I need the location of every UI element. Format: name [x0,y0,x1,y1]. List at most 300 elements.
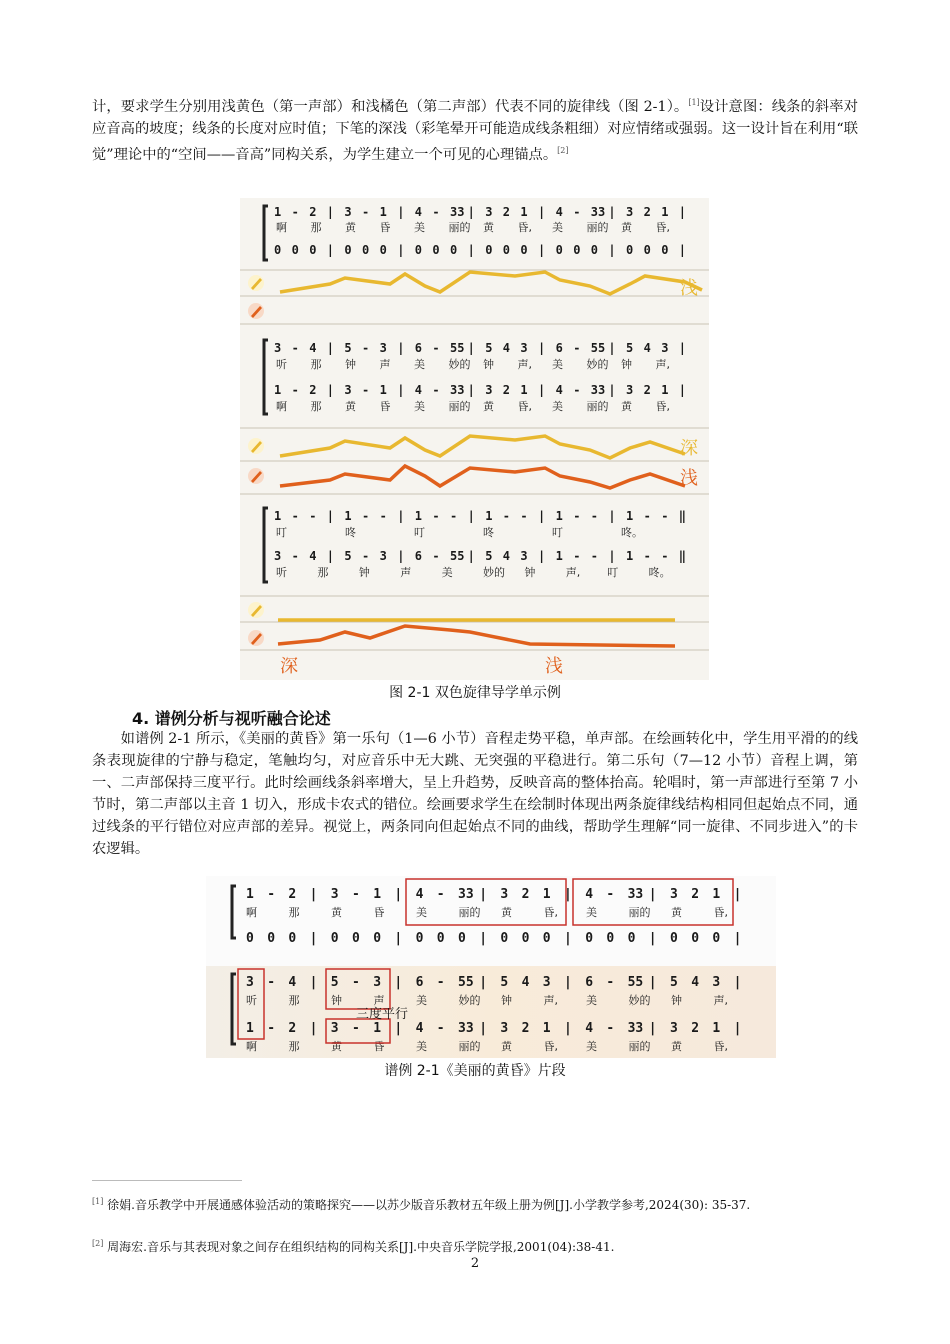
f1-s2-top-lyric-6: 钟 [483,358,494,371]
f1-s3-bot-note-2: 4 [309,549,317,563]
f2-s1-rest-19: | [648,931,657,946]
f2-s1-note-3: | [309,887,318,902]
f1-s3-top-note-1: - [291,509,299,523]
footnote-1-text: 徐娟.音乐教学中开展通感体验活动的策略探究——以苏少版音乐教材五年级上册为例[J].小学教学参考,2024(30): 35-37. [107,1198,751,1212]
f1-s1-lyric-1: 那 [310,221,322,234]
f2-s1-lyric-5: 丽的 [458,906,481,919]
section-body: 如谱例 2-1 所示，《美丽的黄昏》第一乐句（1—6 小节）音程走势平稳，单声部。在绘画转化中，学生用平滑的的线条表现旋律的宁静与稳定，笔触均匀，对应音乐中无大跳、无突强的平稳进行。第二乐句（7—12 小节）音程上调，第一、二声部保持三度平行。此时绘画线条斜率增大，呈上升趋势，反映音高的整体抬高。轮唱时，第一声部进行至第 7 小节时，第二声部以主音 1 切入，形成卡农式的错位。绘画要求学生在绘制时体现出两条旋律线结构相同但起始点不同，通过线条的平行错位对应声部的差异。视觉上，两条同向但起始点不同的曲线，帮助学生理解“同一旋律、不同步进入”的卡农逻辑。 [92,731,858,857]
f2-s2-bot-note-12: 3 [500,1021,509,1036]
f1-s2-bot-note-19: | [608,383,616,397]
f2-s2-top-note-5: - [352,975,360,990]
f2-s1-note-2: 2 [288,887,297,902]
f1-s3-top-note-20: 1 [626,509,634,523]
f1-s3-bot-lyric-4: 美 [441,566,453,579]
f2-s2-top-lyric-11: 声, [713,994,728,1007]
f2-s2-bot-lyric-2: 黄 [331,1040,342,1053]
f2-s2-top-lyric-6: 钟 [501,994,512,1007]
f2-s1-rest-20: 0 [670,931,678,946]
f2-s2-top-note-2: 4 [288,975,297,990]
f1-s2-top-lyric-7: 声, [517,358,532,371]
f1-s1-rest-10: 0 [450,243,458,257]
f1-s1-note-14: 1 [520,205,528,219]
f1-s2-bot-note-2: 2 [309,383,317,397]
f2-s1-note-1: - [267,887,276,902]
f1-s1-note-22: 1 [661,205,669,219]
f1-s3-top-lyric-2: 叮 [414,526,425,539]
footnote-1-mark: [1] [92,1197,104,1206]
f2-s2-top-lyric-7: 声, [543,994,558,1007]
f2-s1-lyric-8: 美 [586,906,597,919]
f1-s3-top-note-4: 1 [344,509,352,523]
f2-s2-top-lyric-0: 听 [246,994,257,1007]
f1-s2-top-lyric-9: 妙的 [586,358,609,371]
f1-s3-top-note-22: - [661,509,669,523]
f2-s2-top-lyric-10: 钟 [671,994,682,1007]
f1-s3-bot-lyric-8: 叮 [607,566,619,579]
f1-s2-bot-lyric-3: 昏 [379,400,391,413]
f1-s1-rest-8: 0 [414,243,423,257]
f2-s2-top-lyric-8: 美 [586,994,597,1007]
f1-s2-bot-note-10: 33 [450,383,465,397]
f1-s2-top-lyric-0: 听 [276,358,287,371]
f1-s1-note-18: 33 [590,205,606,219]
f1-s2-bot-lyric-8: 美 [552,400,563,413]
f1-s1-rest-5: 0 [362,243,370,257]
f2-s1-lyric-11: 昏, [713,906,728,919]
f1-s2-top-lyric-11: 声, [655,358,670,371]
f2-s2-top-note-1: - [267,975,276,990]
label-light-3: 浅 [545,656,563,677]
f1-s1-note-19: | [608,205,616,219]
f2-s1-rest-16: 0 [585,931,594,946]
ref-1[interactable]: [1] [688,98,700,107]
f1-s1-lyric-8: 美 [552,221,563,234]
f1-s3-bot-lyric-5: 妙的 [483,566,505,579]
orange-pencil-icon-2 [248,468,264,484]
f1-s1-rest-12: 0 [485,243,493,257]
f1-s2-top-note-22: 3 [661,341,669,355]
f1-s2-top-note-11: | [467,341,475,355]
f2-s1-rest-8: 0 [415,931,424,946]
f1-s3-top-note-13: - [502,509,511,523]
f2-s1-rest-21: 0 [691,931,700,946]
f2-s1-lyric-7: 昏, [543,906,558,919]
f2-s1-note-20: 3 [670,887,678,902]
f2-s2-top-note-10: 55 [458,975,474,990]
f2-s1-note-12: 3 [500,887,509,902]
f2-s2-top-note-14: 3 [542,975,551,990]
f1-s1-note-2: 2 [309,205,317,219]
f1-s3-top-note-16: 1 [555,509,563,523]
f1-s1-rest-1: 0 [291,243,299,257]
f1-s2-top-note-7: | [397,341,405,355]
f2-s2-bot-lyric-0: 啊 [246,1040,257,1053]
f2-s2-top-note-11: | [479,975,488,990]
f1-s2-bot-note-11: | [467,383,475,397]
ref-2[interactable]: [2] [557,145,569,155]
score-example-graphic [206,876,776,1058]
f2-s2-top-note-23: | [733,975,742,990]
f1-s3-bot-note-19: | [608,549,616,563]
f2-s2-bot-note-11: | [479,1021,488,1036]
f1-s2-bot-lyric-6: 黄 [483,400,494,413]
label-light-2: 浅 [680,468,698,489]
f1-s2-bot-note-16: 4 [555,383,563,397]
f1-s3-top-note-18: - [590,509,599,523]
f2-s2-top-note-3: | [309,975,318,990]
f1-s3-bot-note-10: 55 [450,549,465,563]
f1-s1-rest-15: | [538,243,546,257]
f2-s2-top-lyric-9: 妙的 [628,994,651,1007]
f2-s2-bot-note-8: 4 [415,1021,424,1036]
f1-s3-top-note-6: - [379,509,387,523]
f1-s2-top-note-15: | [538,341,546,355]
f2-s2-top-lyric-4: 美 [416,994,427,1007]
f1-s2-top-note-21: 4 [643,341,651,355]
f1-s3-top-note-10: - [450,509,458,523]
f1-s3-bot-note-12: 5 [485,549,493,563]
f2-s1-rest-22: 0 [712,931,721,946]
f1-s3-top-note-7: | [397,509,405,523]
f2-s1-rest-17: 0 [606,931,615,946]
f1-s1-rest-4: 0 [344,243,352,257]
f2-s2-bot-lyric-3: 昏 [373,1040,385,1053]
f1-s2-top-note-23: | [678,341,687,355]
f1-s2-top-note-2: 4 [309,341,317,355]
f2-s2-bot-note-3: | [309,1021,318,1036]
intro-text-b: 设计意图：线条的斜率对应音高的坡度；线条的长度对应时值；下笔的深浅（彩笔晕开可能造成线条粗细）对应情绪或强弱。这一设计旨在利用“联觉”理论中的“空间——音高”同构关系，为学生建立一个可见的心理锚点。 [92,98,858,163]
f1-s1-rest-9: 0 [432,243,440,257]
f1-s2-bot-note-18: 33 [590,383,606,397]
f1-s1-lyric-9: 丽的 [586,221,609,234]
section-heading: 4. 谱例分析与视听融合论述 [132,709,331,728]
f1-s2-bot-note-12: 3 [485,383,493,397]
f1-s1-lyric-4: 美 [414,221,425,234]
f1-s1-lyric-0: 啊 [276,221,287,234]
yellow-pencil-icon-2 [248,438,264,454]
f1-s2-bot-lyric-11: 昏, [655,400,670,413]
f1-s1-rest-14: 0 [520,243,528,257]
f2-s2-bot-lyric-11: 昏, [713,1040,728,1053]
f1-s1-note-16: 4 [555,205,563,219]
f1-s1-note-23: | [678,205,687,219]
f1-s1-rest-3: | [326,243,335,257]
f1-s2-bot-note-23: | [678,383,687,397]
f1-s2-top-note-8: 6 [414,341,423,355]
f2-s2-bot-note-17: - [606,1021,615,1036]
f2-s2-top-note-6: 3 [373,975,382,990]
footnote-separator [92,1180,242,1181]
f1-s1-note-13: 2 [502,205,511,219]
f2-s1-note-23: | [733,887,742,902]
f1-s3-bot-note-17: - [573,549,581,563]
f1-s1-rest-19: | [608,243,616,257]
f2-s1-note-14: 1 [542,887,551,902]
yellow-pencil-icon [248,275,264,291]
f2-s1-lyric-1: 那 [288,906,300,919]
f2-s1-note-19: | [648,887,657,902]
f1-s3-bot-note-7: | [397,549,405,563]
f1-s1-rest-6: 0 [379,243,387,257]
f1-s1-note-21: 2 [643,205,651,219]
f1-s1-rest-21: 0 [643,243,651,257]
f2-s2-bot-lyric-6: 黄 [501,1040,512,1053]
f2-s2-top-lyric-1: 那 [288,994,300,1007]
f1-s3-top-note-9: - [432,509,440,523]
f1-s2-bot-lyric-4: 美 [414,400,425,413]
f2-s2-top-note-17: - [606,975,615,990]
f2-s1-note-15: | [564,887,572,902]
yellow-pencil-icon-3 [248,602,264,618]
f2-s1-lyric-9: 丽的 [628,906,651,919]
f1-s3-bot-note-8: 6 [414,549,423,563]
f1-s2-bot-note-20: 3 [626,383,634,397]
f2-s1-note-8: 4 [415,887,424,902]
footnote-2 [92,1234,872,1257]
f2-s2-top-lyric-3: 声 [373,994,385,1007]
f1-s1-note-6: 1 [379,205,387,219]
f2-s2-top-note-18: 55 [627,975,644,990]
f2-s2-top-lyric-5: 妙的 [458,994,481,1007]
f2-s1-lyric-6: 黄 [501,906,512,919]
f1-s3-top-note-8: 1 [414,509,423,523]
f2-s1-note-22: 1 [712,887,721,902]
f2-s1-rest-13: 0 [521,931,530,946]
f1-s2-top-note-12: 5 [485,341,493,355]
f1-s1-lyric-6: 黄 [483,221,494,234]
f1-s2-top-lyric-2: 钟 [345,358,356,371]
f1-s2-top-note-1: - [291,341,299,355]
score-example-caption: 谱例 2-1《美丽的黄昏》片段 [384,1063,566,1079]
f1-s2-bot-note-21: 2 [643,383,651,397]
f2-s2-bot-note-18: 33 [627,1021,644,1036]
f1-s1-lyric-7: 昏, [517,221,532,234]
f1-s3-bot-lyric-3: 声 [400,566,412,579]
f1-s1-rest-23: | [678,243,687,257]
f2-s1-note-6: 1 [373,887,382,902]
f1-s3-bot-note-18: - [590,549,599,563]
f1-s2-top-lyric-10: 钟 [621,358,632,371]
f1-s1-note-1: - [291,205,299,219]
f1-s2-bot-note-9: - [432,383,440,397]
f2-s1-rest-6: 0 [373,931,382,946]
f2-s1-note-5: - [352,887,360,902]
f2-s1-rest-15: | [564,931,572,946]
f1-s3-bot-note-6: 3 [379,549,387,563]
f1-s2-bot-lyric-7: 昏, [517,400,532,413]
f2-s2-bot-note-6: 1 [373,1021,382,1036]
figure-2-1-graphic [240,198,709,680]
f2-s1-rest-7: | [394,931,403,946]
f2-s2-bot-note-0: 1 [246,1021,254,1036]
f1-s1-note-7: | [397,205,405,219]
f2-s1-note-16: 4 [585,887,594,902]
f2-s1-lyric-3: 昏 [373,906,385,919]
f1-s2-bot-note-13: 2 [502,383,511,397]
f2-s1-note-10: 33 [458,887,474,902]
f1-s1-rest-16: 0 [555,243,563,257]
f2-s1-rest-23: | [733,931,742,946]
f1-s3-bot-lyric-0: 听 [276,566,287,579]
f2-s2-top-note-21: 4 [691,975,700,990]
f2-s1-rest-9: 0 [436,931,445,946]
f1-s2-top-lyric-8: 美 [552,358,563,371]
f2-s1-rest-12: 0 [500,931,509,946]
f2-s2-bot-note-1: - [267,1021,276,1036]
f1-s3-bot-note-11: | [467,549,475,563]
f2-s2-bot-note-4: 3 [330,1021,339,1036]
footnote-2-text: 周海宏.音乐与其表现对象之间存在组织结构的同构关系[J].中央音乐学院学报,2001(04):38-41. [107,1240,615,1254]
f1-s3-bot-note-13: 4 [502,549,511,563]
f2-s2-bot-note-13: 2 [521,1021,530,1036]
f2-s2-top-note-15: | [564,975,572,990]
f2-s2-bot-note-22: 1 [712,1021,721,1036]
annotation-third-parallel: 三度平行 [356,1007,409,1022]
footnote-1 [92,1192,872,1215]
orange-pencil-icon [248,303,264,319]
footnote-2-mark: [2] [92,1239,104,1248]
f1-s1-rest-13: 0 [502,243,511,257]
f2-s2-bot-note-19: | [648,1021,657,1036]
f2-s2-top-note-16: 6 [585,975,594,990]
f1-s2-bot-note-5: - [362,383,370,397]
f1-s3-bot-lyric-7: 声, [565,566,581,579]
f2-s1-note-21: 2 [691,887,700,902]
f2-s1-rest-1: 0 [267,931,276,946]
f1-s3-bot-note-14: 3 [520,549,528,563]
f2-s1-rest-3: | [309,931,318,946]
f1-s3-top-note-21: - [643,509,651,523]
f1-s1-note-3: | [326,205,335,219]
f2-s2-bot-note-10: 33 [458,1021,474,1036]
f1-s3-top-note-2: - [309,509,317,523]
f2-s2-bot-note-14: 1 [542,1021,551,1036]
page-number: 2 [470,1256,480,1271]
f1-s2-bot-note-8: 4 [414,383,423,397]
f2-s2-top-note-12: 5 [500,975,509,990]
f1-s3-bot-lyric-6: 钟 [524,566,536,579]
f2-s1-note-7: | [394,887,403,902]
f1-s2-bot-note-15: | [538,383,546,397]
f1-s3-bot-note-0: 3 [274,549,282,563]
f1-s2-top-lyric-3: 声 [379,358,391,371]
f2-s2-bot-note-5: - [352,1021,360,1036]
f1-s2-top-lyric-5: 妙的 [448,358,471,371]
f1-s3-bot-note-20: 1 [626,549,634,563]
figure-2-1 [240,198,709,680]
f1-s1-note-0: 1 [274,205,282,219]
f1-s2-top-note-17: - [573,341,581,355]
f1-s3-bot-lyric-2: 钟 [358,566,370,579]
f2-s2-bot-lyric-5: 丽的 [458,1040,481,1053]
f1-s3-bot-note-16: 1 [555,549,563,563]
f1-s3-top-note-14: - [520,509,528,523]
f1-s3-bot-note-9: - [432,549,440,563]
f1-s3-bot-note-15: | [538,549,546,563]
f1-s3-bot-note-5: - [362,549,370,563]
f1-s1-note-9: - [432,205,440,219]
f1-s2-top-note-4: 5 [344,341,352,355]
f1-s3-top-note-12: 1 [485,509,493,523]
score-example-2-1 [206,876,776,1058]
f1-s2-bot-note-0: 1 [274,383,282,397]
f2-s2-top-note-8: 6 [415,975,424,990]
f1-s3-top-note-5: - [362,509,370,523]
f1-s3-bot-note-21: - [643,549,651,563]
f1-s1-note-12: 3 [485,205,493,219]
label-deep-3: 深 [280,656,298,677]
f1-s1-note-4: 3 [344,205,352,219]
f1-s2-top-note-14: 3 [520,341,528,355]
f2-s2-bot-note-2: 2 [288,1021,297,1036]
f1-s3-top-note-19: | [608,509,616,523]
f1-s3-top-note-11: | [467,509,475,523]
f2-s2-top-note-7: | [394,975,403,990]
f1-s2-top-note-6: 3 [379,341,387,355]
f1-s3-bot-note-23: ‖ [678,549,687,563]
f1-s2-bot-lyric-10: 黄 [621,400,632,413]
f1-s2-top-lyric-4: 美 [414,358,425,371]
f1-s2-bot-note-7: | [397,383,405,397]
f1-s1-rest-11: | [467,243,475,257]
f1-s1-rest-22: 0 [661,243,669,257]
f2-s2-top-note-20: 5 [670,975,678,990]
f1-s2-top-note-20: 5 [626,341,634,355]
f1-s2-bot-note-22: 1 [661,383,669,397]
f2-s1-rest-2: 0 [288,931,297,946]
f1-s1-rest-20: 0 [626,243,634,257]
f1-s1-rest-2: 0 [309,243,317,257]
f2-s2-bot-note-16: 4 [585,1021,594,1036]
f2-s1-note-11: | [479,887,488,902]
f2-s2-top-note-19: | [648,975,657,990]
f2-s1-rest-18: 0 [627,931,636,946]
f1-s2-bot-note-17: - [573,383,581,397]
f2-s2-top-note-4: 5 [330,975,339,990]
f2-s1-lyric-10: 黄 [671,906,682,919]
f1-s1-lyric-11: 昏, [655,221,670,234]
f1-s3-bot-lyric-1: 那 [317,566,329,579]
f2-s1-rest-0: 0 [246,931,254,946]
f1-s3-top-lyric-1: 咚 [345,526,356,539]
f1-s1-note-5: - [362,205,370,219]
f1-s2-top-note-10: 55 [450,341,465,355]
f1-s2-top-note-13: 4 [502,341,511,355]
f1-s2-top-lyric-1: 那 [310,358,322,371]
orange-pencil-icon-3 [248,630,264,646]
figure-2-1-caption: 图 2-1 双色旋律导学单示例 [389,685,561,701]
label-light-1: 浅 [680,278,698,299]
f1-s2-top-note-18: 55 [590,341,606,355]
f2-s2-bot-note-9: - [436,1021,445,1036]
f1-s1-rest-0: 0 [274,243,282,257]
f2-s1-note-18: 33 [627,887,644,902]
f2-s2-top-lyric-2: 钟 [331,994,342,1007]
f1-s1-lyric-10: 黄 [621,221,632,234]
f1-s3-bot-note-22: - [661,549,669,563]
f2-s1-rest-4: 0 [330,931,339,946]
f1-s1-lyric-2: 黄 [345,221,356,234]
f2-s2-top-note-22: 3 [712,975,721,990]
f1-s1-lyric-5: 丽的 [448,221,471,234]
f2-s2-bot-note-7: | [394,1021,403,1036]
f1-s2-bot-lyric-1: 那 [310,400,322,413]
f1-s2-top-note-3: | [326,341,335,355]
f1-s3-top-note-15: | [538,509,546,523]
f2-s1-lyric-2: 黄 [331,906,342,919]
f2-s2-bot-note-21: 2 [691,1021,700,1036]
f1-s2-bot-note-1: - [291,383,299,397]
